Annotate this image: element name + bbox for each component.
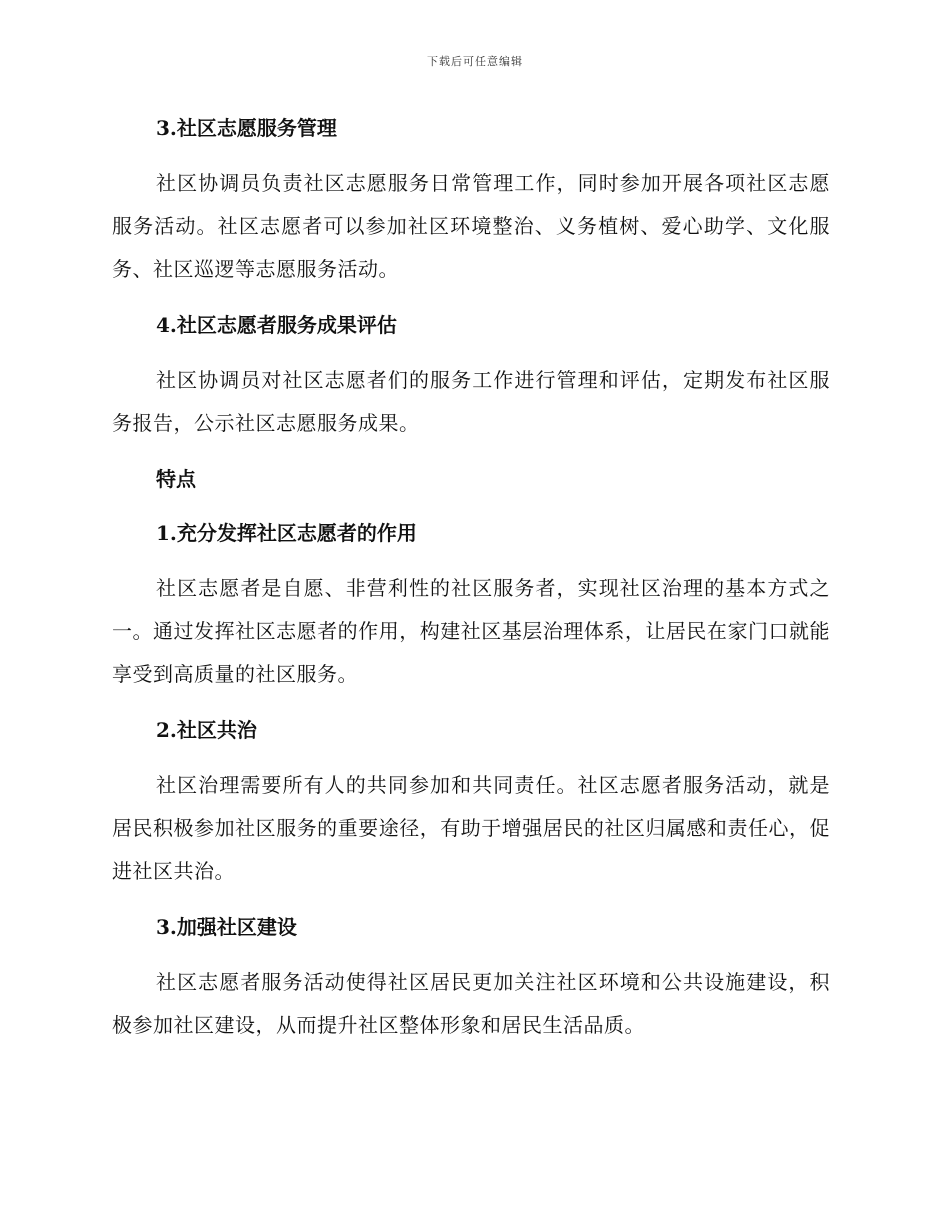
section-heading-community-building: 3.加强社区建设 <box>156 915 297 939</box>
paragraph-co-governance: 社区治理需要所有人的共同参加和共同责任。社区志愿者服务活动，就是居民积极参加社区服务的重要途径，有助于增强居民的社区归属感和责任心，促进社区共治。 <box>112 773 830 883</box>
section-heading-features: 特点 <box>156 467 196 491</box>
paragraph-outcome-evaluation: 社区协调员对社区志愿者们的服务工作进行管理和评估，定期发布社区服务报告，公示社区志愿服务成果。 <box>112 368 830 435</box>
section-heading-co-governance: 2.社区共治 <box>156 718 257 742</box>
paragraph-community-building: 社区志愿者服务活动使得社区居民更加关注社区环境和公共设施建设，积极参加社区建设，从而提升社区整体形象和居民生活品质。 <box>112 970 830 1037</box>
section-heading-volunteer-management: 3.社区志愿服务管理 <box>156 116 337 140</box>
section-heading-outcome-evaluation: 4.社区志愿者服务成果评估 <box>156 313 397 337</box>
paragraph-volunteer-management: 社区协调员负责社区志愿服务日常管理工作，同时参加开展各项社区志愿服务活动。社区志愿者可以参加社区环境整治、义务植树、爱心助学、文化服务、社区巡逻等志愿服务活动。 <box>112 171 830 281</box>
header-note: 下载后可任意编辑 <box>427 55 523 68</box>
document-body <box>112 108 830 1061</box>
section-heading-volunteer-role: 1.充分发挥社区志愿者的作用 <box>156 521 417 545</box>
paragraph-volunteer-role: 社区志愿者是自愿、非营利性的社区服务者，实现社区治理的基本方式之一。通过发挥社区志愿者的作用，构建社区基层治理体系，让居民在家门口就能享受到高质量的社区服务。 <box>112 576 830 686</box>
